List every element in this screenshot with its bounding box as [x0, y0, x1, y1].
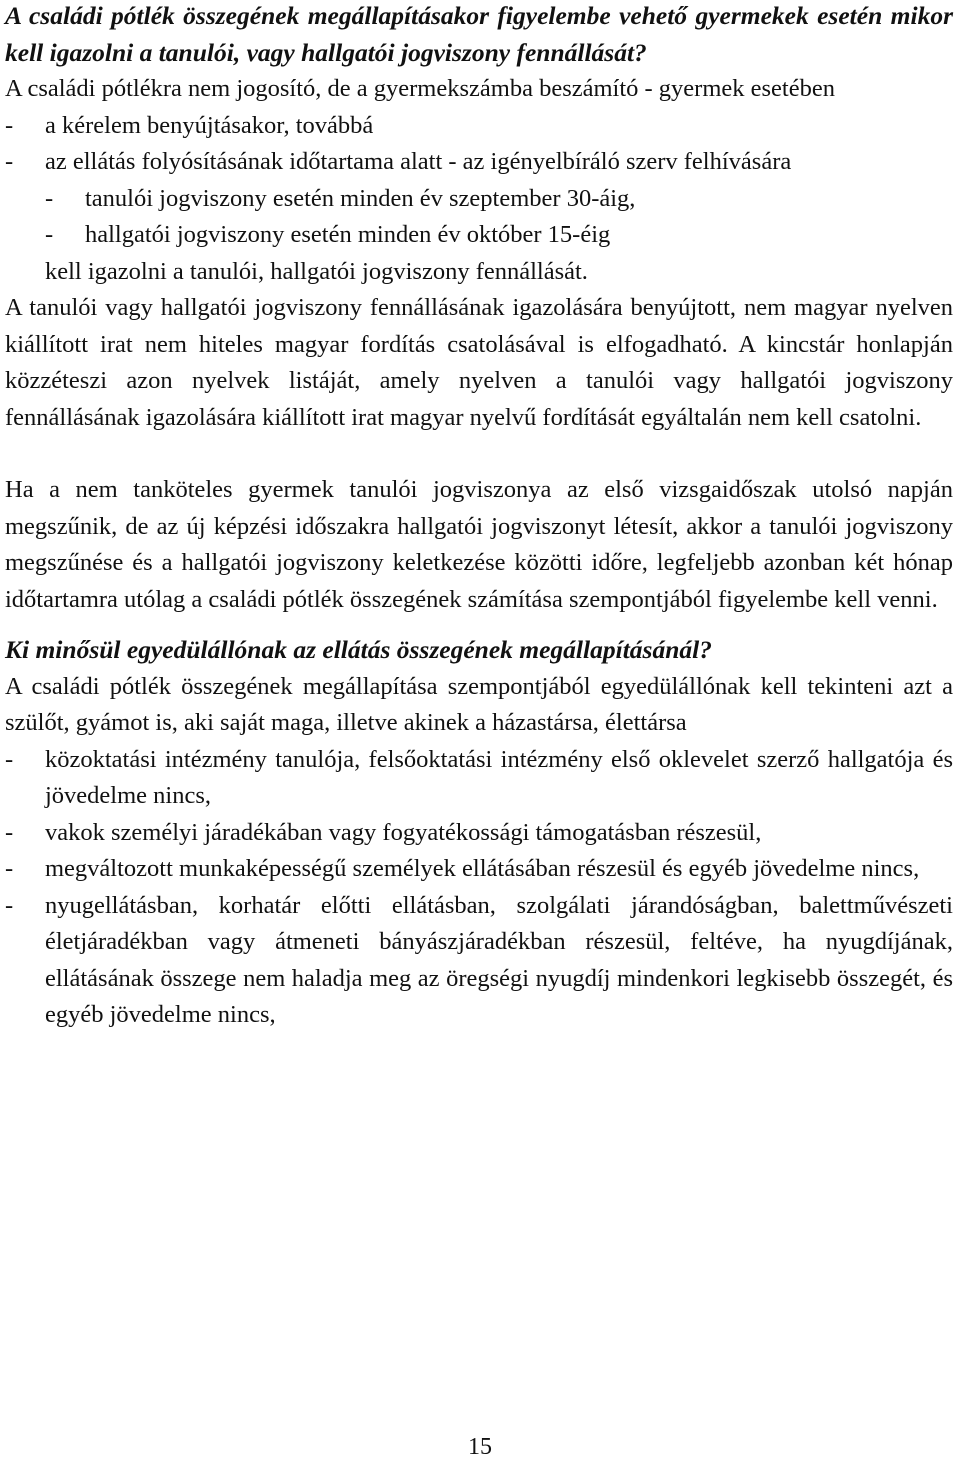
page-number: 15 — [468, 1434, 492, 1460]
section-heading-single-parent: Ki minősül egyedülállónak az ellátás összegének megállapításánál? — [5, 635, 712, 664]
intro-paragraph: A családi pótlékra nem jogosító, de a gyermekszámba beszámító - gyermek esetében — [5, 75, 835, 102]
sub-list-item — [5, 217, 953, 254]
list-item-text: közoktatási intézmény tanulója, felsőoktatási intézmény első oklevelet szerző hallgatója és jövedelme nincs, — [45, 745, 953, 809]
single-parent-intro: A családi pótlék összegének megállapítása szempontjából egyedülállónak kell tekinteni azt a szülőt, gyámot is, aki saját maga, illetve akinek a házastársa, élettársa — [5, 672, 953, 736]
list-item-text: nyugellátásban, korhatár előtti ellátásban, szolgálati járandóságban, balettművészeti életjáradékban vagy átmeneti bányászjáradékban részesül, feltéve, ha nyugdíjának, ellátásának összege nem haladja meg az öregségi nyugdíj mindenkori legkisebb összegét, és egyéb jövedelme nincs, — [45, 891, 953, 1028]
dash-marker: - — [5, 745, 14, 773]
section-heading-student-status: A családi pótlék összegének megállapításakor figyelembe vehető gyermekek esetén mikor kell igazolni a tanulói, vagy hallgatói jogviszony fennállását? — [5, 1, 953, 67]
sub-list-item-text: tanulói jogviszony esetén minden év szeptember 30-áig, — [85, 184, 636, 212]
translation-paragraph: A tanulói vagy hallgatói jogviszony fennállásának igazolására benyújtott, nem magyar nyelven kiállított irat nem hiteles magyar fordítás csatolásával is elfogadható. A kincstár honlapján közzéteszi azon nyelvek listáját, amely nyelven a tanulói vagy hallgatói jogviszony fennállásának igazolására kiállított irat magyar nyelvű fordítását egyáltalán nem kell csatolni. — [5, 294, 953, 431]
list-item-text: megváltozott munkaképességű személyek ellátásában részesül és egyéb jövedelme nincs, — [45, 855, 920, 882]
dash-marker: - — [45, 221, 54, 248]
list-item-text: vakok személyi járadékában vagy fogyatékossági támogatásban részesül, — [45, 818, 762, 846]
list-item — [5, 851, 953, 888]
document-page — [5, 0, 953, 1034]
dash-marker: - — [5, 818, 14, 846]
list-item — [5, 144, 953, 181]
dash-marker: - — [5, 111, 14, 139]
conclusion-line: kell igazolni a tanulói, hallgatói jogviszony fennállását. — [45, 257, 588, 285]
list-item-text: a kérelem benyújtásakor, továbbá — [45, 111, 374, 139]
sub-list-item-text: hallgatói jogviszony esetén minden év október 15-éig — [85, 221, 611, 248]
list-item — [5, 815, 953, 852]
exam-period-paragraph: Ha a nem tanköteles gyermek tanulói jogviszonya az első vizsgaidőszak utolsó napján megszűnik, de az új képzési időszakra hallgatói jogviszonyt létesít, akkor a tanulói jogviszony megszűnése és a hallgatói jogviszony keletkezése közötti időre, legfeljebb azonban két hónap időtartamra utólag a családi pótlék összegének számítása szempontjából figyelembe kell venni. — [5, 476, 953, 613]
list-item-text: az ellátás folyósításának időtartama alatt - az igényelbíráló szerv felhívására — [45, 148, 792, 175]
list-item — [5, 742, 953, 815]
dash-marker: - — [5, 148, 14, 175]
list-item — [5, 108, 953, 145]
dash-marker: - — [5, 855, 14, 882]
sub-list-item — [5, 181, 953, 218]
dash-marker: - — [45, 184, 54, 212]
list-item — [5, 888, 953, 1034]
dash-marker: - — [5, 891, 14, 919]
